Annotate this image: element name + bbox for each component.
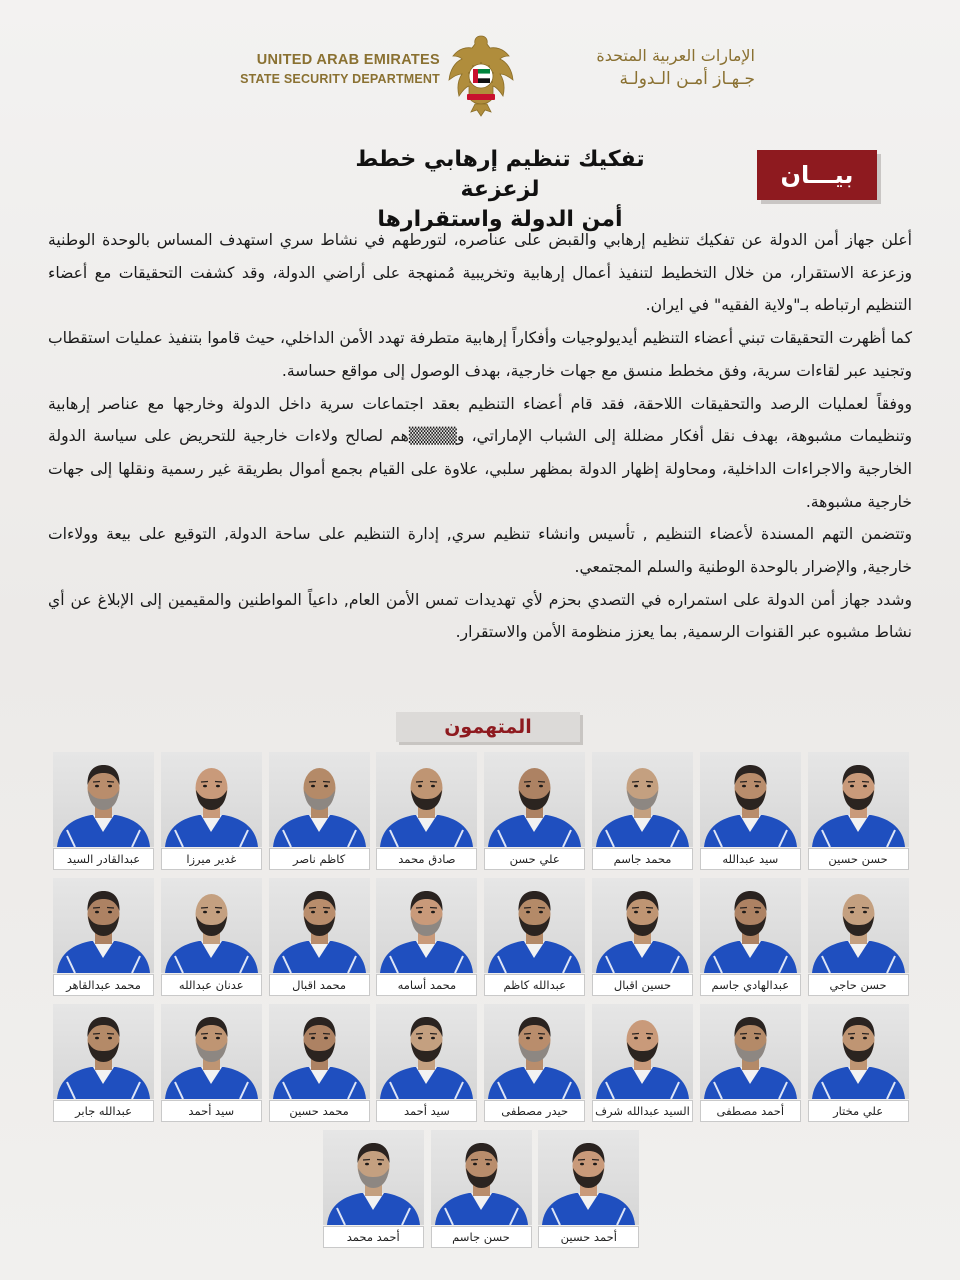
accused-name-plate: عبدالقادر السيد — [53, 848, 154, 870]
accused-name-plate: علي حسن — [484, 848, 585, 870]
accused-card — [700, 878, 801, 998]
paragraph-2: كما أظهرت التحقيقات تبني أعضاء التنظيم أيديولوجيات وأفكاراً إرهابية متطرفة تهدد الأمن الداخلي، حيث قاموا بتنفيذ عمليات استقطاب وتجنيد عبر لقاءات سرية، وفق مخطط منسق مع جهات خارجية، بهدف الوصول إلى مواقع حساسة. — [48, 329, 912, 380]
accused-card — [484, 752, 585, 872]
paragraph-3: ووفقاً لعمليات الرصد والتحقيقات اللاحقة، فقد قام أعضاء التنظيم بعقد اجتماعات سرية داخل الدولة وخارجها مع عناصر إرهابية وتنظيمات مشبوهة، بهدف نقل أفكار مضللة إلى الشباب الإماراتي، و▒▒▒▒هم لصالح ولاءات خارجية للتحريض على سياسة الدولة الخارجية والاجراءات الداخلية، ومحاولة إظهار الدولة بمظهر سلبي، علاوة على القيام بجمع أموال بطريقة غير رسمية ونقلها إلى جهات خارجية مشبوهة. — [48, 394, 912, 511]
mugshot-photo — [808, 752, 909, 847]
accused-card — [592, 878, 693, 998]
mugshot-photo — [376, 752, 477, 847]
accused-row-2 — [53, 878, 909, 998]
mugshot-photo — [592, 878, 693, 973]
accused-name-plate: محمد عبدالقاهر — [53, 974, 154, 996]
statement-headline — [320, 145, 680, 235]
headline-line-2: أمن الدولة واستقرارها — [377, 207, 623, 232]
accused-name-plate: صادق محمد — [376, 848, 477, 870]
mugshot-photo — [161, 752, 262, 847]
accused-name-plate: عدنان عبدالله — [161, 974, 262, 996]
accused-name-plate: أحمد مصطفى — [700, 1100, 801, 1122]
accused-name-plate: كاظم ناصر — [269, 848, 370, 870]
mugshot-photo — [323, 1130, 424, 1225]
accused-card — [376, 1004, 477, 1124]
accused-card — [161, 1004, 262, 1124]
accused-card — [808, 1004, 909, 1124]
accused-name-plate: محمد أسامه — [376, 974, 477, 996]
mugshot-photo — [484, 752, 585, 847]
accused-name-plate: السيد عبدالله شرف — [592, 1100, 693, 1122]
accused-card — [161, 878, 262, 998]
accused-card — [269, 1004, 370, 1124]
mugshot-photo — [700, 878, 801, 973]
accused-name-plate: عبدالله كاظم — [484, 974, 585, 996]
arabic-letterhead — [525, 46, 755, 89]
mugshot-photo — [376, 878, 477, 973]
accused-name-plate: أحمد محمد — [323, 1226, 424, 1248]
english-country-name: UNITED ARAB EMIRATES — [256, 52, 440, 68]
mugshot-photo — [592, 752, 693, 847]
arabic-country-name: الإمارات العربية المتحدة — [596, 46, 755, 65]
accused-card — [53, 752, 154, 872]
accused-card — [808, 878, 909, 998]
arabic-department-name: جـهـاز أمـن الـدولـة — [619, 69, 755, 89]
accused-name-plate: حسين اقبال — [592, 974, 693, 996]
accused-card — [431, 1130, 532, 1250]
accused-card — [269, 878, 370, 998]
mugshot-photo — [431, 1130, 532, 1225]
accused-name-plate: غدير ميرزا — [161, 848, 262, 870]
mugshot-photo — [484, 1004, 585, 1099]
english-letterhead — [220, 52, 440, 86]
accused-card — [484, 1004, 585, 1124]
accused-card — [808, 752, 909, 872]
accused-card — [700, 752, 801, 872]
accused-name-plate: سيد عبدالله — [700, 848, 801, 870]
accused-name-plate: عبدالله جابر — [53, 1100, 154, 1122]
accused-row-1 — [53, 752, 909, 872]
mugshot-photo — [538, 1130, 639, 1225]
mugshot-photo — [376, 1004, 477, 1099]
accused-card — [53, 878, 154, 998]
accused-name-plate: سيد أحمد — [376, 1100, 477, 1122]
mugshot-photo — [269, 878, 370, 973]
accused-row-3 — [53, 1004, 909, 1124]
accused-card — [269, 752, 370, 872]
accused-card — [538, 1130, 639, 1250]
mugshot-photo — [53, 1004, 154, 1099]
mugshot-photo — [808, 1004, 909, 1099]
accused-section-title: المتهمون — [396, 712, 580, 742]
accused-card — [323, 1130, 424, 1250]
mugshot-photo — [700, 752, 801, 847]
accused-card — [592, 752, 693, 872]
accused-name-plate: أحمد حسين — [538, 1226, 639, 1248]
accused-name-plate: حسن حاجي — [808, 974, 909, 996]
accused-card — [592, 1004, 693, 1124]
falcon-emblem-icon — [445, 32, 517, 118]
mugshot-photo — [808, 878, 909, 973]
english-department-name: STATE SECURITY DEPARTMENT — [240, 72, 440, 86]
paragraph-4: وتتضمن التهم المسندة لأعضاء التنظيم , تأسيس وانشاء تنظيم سري, إدارة التنظيم على ساحة الدولة, التوقيع على بيعة وولاءات خارجية, والإضرار بالوحدة الوطنية والسلم المجتمعي. — [48, 525, 912, 577]
letterhead — [0, 30, 960, 120]
mugshot-photo — [161, 878, 262, 973]
accused-name-plate: سيد أحمد — [161, 1100, 262, 1122]
paragraph-5: وشدد جهاز أمن الدولة على استمراره في التصدي بحزم لأي تهديدات تمس الأمن العام, داعياً المواطنين والمقيمين إلى الإبلاغ عن أي نشاط مشبوه عبر القنوات الرسمية, بما يعزز منظومة الأمن والاستقرار. — [48, 590, 912, 642]
accused-card — [376, 752, 477, 872]
mugshot-photo — [161, 1004, 262, 1099]
accused-name-plate: حسن حسين — [808, 848, 909, 870]
mugshot-photo — [269, 1004, 370, 1099]
accused-name-plate: عبدالهادي جاسم — [700, 974, 801, 996]
mugshot-photo — [592, 1004, 693, 1099]
mugshot-photo — [53, 878, 154, 973]
mugshot-photo — [484, 878, 585, 973]
accused-card — [376, 878, 477, 998]
accused-card — [700, 1004, 801, 1124]
accused-name-plate: علي مختار — [808, 1100, 909, 1122]
statement-body — [48, 224, 912, 649]
accused-card — [53, 1004, 154, 1124]
mugshot-photo — [700, 1004, 801, 1099]
accused-card — [161, 752, 262, 872]
accused-name-plate: محمد اقبال — [269, 974, 370, 996]
mugshot-photo — [53, 752, 154, 847]
accused-name-plate: حيدر مصطفى — [484, 1100, 585, 1122]
mugshot-photo — [269, 752, 370, 847]
accused-row-4 — [53, 1130, 909, 1250]
statement-badge: بيـــان — [757, 150, 877, 200]
accused-name-plate: محمد حسين — [269, 1100, 370, 1122]
accused-card — [484, 878, 585, 998]
accused-name-plate: حسن جاسم — [431, 1226, 532, 1248]
headline-line-1: تفكيك تنظيم إرهابي خطط لزعزعة — [355, 147, 645, 202]
paragraph-1: أعلن جهاز أمن الدولة عن تفكيك تنظيم إرهابي والقبض على عناصره، لتورطهم في نشاط سري استهدف المساس بالوحدة الوطنية وزعزعة الاستقرار، من خلال التخطيط لتنفيذ أعمال إرهابية وتخريبية مُمنهجة على أراضي الدولة، وقد كشفت التحقيقات مع أعضاء التنظيم ارتباطه بـ"ولاية الفقيه" في ايران. — [48, 231, 912, 315]
accused-name-plate: محمد جاسم — [592, 848, 693, 870]
